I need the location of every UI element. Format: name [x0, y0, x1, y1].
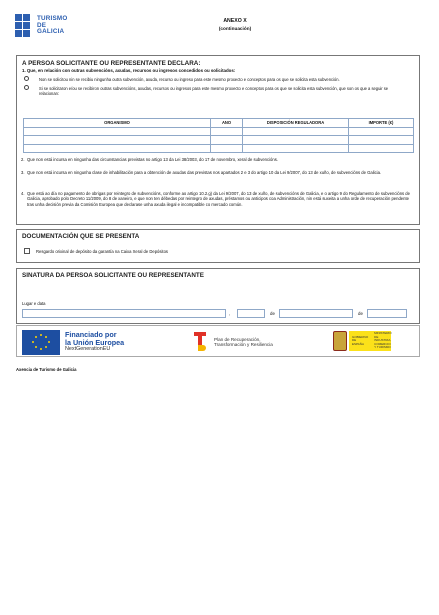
- declaration-3-text: Que non está incursa en ningunha clase de inhabilitación para a obtención de axudas das previstas nos apartados 2 e 3 do artigo 10 da Lei 9/2007, do 13 de xuño, de subvencións de Galicia.: [27, 170, 382, 175]
- de-separator-2: de: [358, 311, 363, 316]
- option-other-aid[interactable]: [24, 86, 414, 96]
- table-row: [24, 127, 414, 136]
- documentation-section: [16, 229, 420, 263]
- eu-flag-icon: [22, 330, 60, 355]
- eu-funding-text: Financiado por la Unión Europea NextGenerationEU: [65, 330, 125, 353]
- eu-funding-logo: [22, 330, 124, 355]
- turismo-galicia-logo: [15, 14, 67, 38]
- table-row: [24, 136, 414, 145]
- table-cell[interactable]: [24, 136, 211, 145]
- radio-other-aid[interactable]: [24, 85, 29, 90]
- funding-logos-bar: [16, 325, 420, 357]
- table-cell[interactable]: [349, 136, 414, 145]
- place-field[interactable]: [22, 309, 226, 318]
- document-item[interactable]: [24, 248, 414, 254]
- declaration-3: [21, 170, 416, 175]
- place-date-row: [22, 309, 416, 318]
- declaration-4-text: Que está ao día no pagamento de obrigas por reintegro de subvencións, conforme ao artigo 10.2.g) da Lei 9/2007, do 13 de xuño, de subvencións de Galicia, e o artigo 9 do Regulamento de subvencións de Galicia, aprobado polo Decreto 11/2009, do 8 de xaneiro, e que non ten débedas por reintegro de axudas, préstamos ou anticipos coa Administración, nin está suxeita a unha orde de recuperación pendente tras unha decisión previa da Comisión Europea que declarase unha axuda ilegal e incompatible co mercado común.: [27, 191, 410, 207]
- recovery-plan-icon: [194, 332, 208, 352]
- declaration-2: [21, 157, 416, 162]
- de-separator-1: de: [270, 311, 275, 316]
- table-cell[interactable]: [243, 136, 349, 145]
- declaration-2-text: Que non está incursa en ningunha das circunstancias previstas no artigo 13 da Lei 38/2003, do 17 de novembro, xeral de subvencións.: [27, 157, 278, 162]
- col-disposicion: DISPOSICIÓN REGULADORA: [243, 119, 349, 128]
- month-field[interactable]: [279, 309, 353, 318]
- declaration-2-number: 2.: [21, 157, 25, 162]
- other-aid-table: [23, 118, 414, 153]
- table-cell[interactable]: [243, 127, 349, 136]
- documentation-title: DOCUMENTACIÓN QUE SE PRESENTA: [22, 233, 140, 240]
- coat-of-arms-icon: [333, 331, 347, 351]
- col-organismo: ORGANISMO: [24, 119, 211, 128]
- recovery-plan-text: Plan de Recuperación, Transformación y Resiliencia: [214, 336, 273, 347]
- declaration-section: [16, 55, 420, 225]
- recovery-plan-logo: [194, 332, 273, 352]
- table-cell[interactable]: [211, 127, 243, 136]
- day-field[interactable]: [237, 309, 265, 318]
- table-cell[interactable]: [211, 136, 243, 145]
- annex-subtitle: (continuación): [218, 26, 252, 31]
- signature-section: [16, 268, 420, 324]
- place-date-label: Lugar e data: [22, 301, 46, 306]
- table-cell[interactable]: [349, 127, 414, 136]
- declaration-title: A PERSOA SOLICITANTE OU REPRESENTANTE DECLARA:: [22, 60, 201, 67]
- col-importe: IMPORTE (€): [349, 119, 414, 128]
- option-no-other-aid-label: Non se solicitou nin se recibiu ningunha outra subvención, axuda, recurso ou ingreso para este mesmo proxecto e conceptos para os que se solicita esta subvención.: [39, 77, 340, 82]
- gobierno-espana-logo: [333, 331, 391, 351]
- annex-heading: [205, 18, 265, 31]
- table-cell[interactable]: [211, 144, 243, 153]
- document-checkbox[interactable]: [24, 248, 30, 254]
- radio-no-other-aid[interactable]: [24, 76, 29, 81]
- table-cell[interactable]: [243, 144, 349, 153]
- declaration-4: [21, 191, 416, 207]
- comma-separator: ,: [229, 311, 231, 316]
- option-no-other-aid[interactable]: [24, 77, 414, 82]
- ministry-text: GOBIERNO DE ESPAÑA MINISTERIO DE INDUSTRIA, COMERCIO Y TURISMO: [349, 331, 391, 351]
- declaration-4-number: 4.: [21, 191, 25, 196]
- agency-footer: Axencia de Turismo de Galicia: [16, 367, 77, 372]
- declaration-3-number: 3.: [21, 170, 25, 175]
- table-cell[interactable]: [349, 144, 414, 153]
- signature-title: SINATURA DA PERSOA SOLICITANTE OU REPRESENTANTE: [22, 272, 204, 279]
- logo-text: TURISMO DE GALICIA: [37, 14, 68, 36]
- document-label: Resgardo orixinal de depósito da garantía na Caixa Xeral de Depósitos: [36, 248, 168, 254]
- table-cell[interactable]: [24, 127, 211, 136]
- galicia-logo-icon: [15, 14, 31, 38]
- page-header: [15, 14, 425, 50]
- option-other-aid-label: Si se solicitaron e/ou se recibiron outras subvencións, axudas, recursos ou ingresos para este mesmo proxecto e conceptos para os que se solicita esta subvención, que son os que a seguir se relacionan:: [39, 86, 389, 97]
- annex-title: ANEXO X: [223, 18, 247, 24]
- col-ano: ANO: [211, 119, 243, 128]
- table-cell[interactable]: [24, 144, 211, 153]
- year-field[interactable]: [367, 309, 407, 318]
- question-1: 1. Que, en relación con outras subvencións, axudas, recursos ou ingresos concedidos ou solicitados:: [22, 68, 236, 73]
- table-row: [24, 144, 414, 153]
